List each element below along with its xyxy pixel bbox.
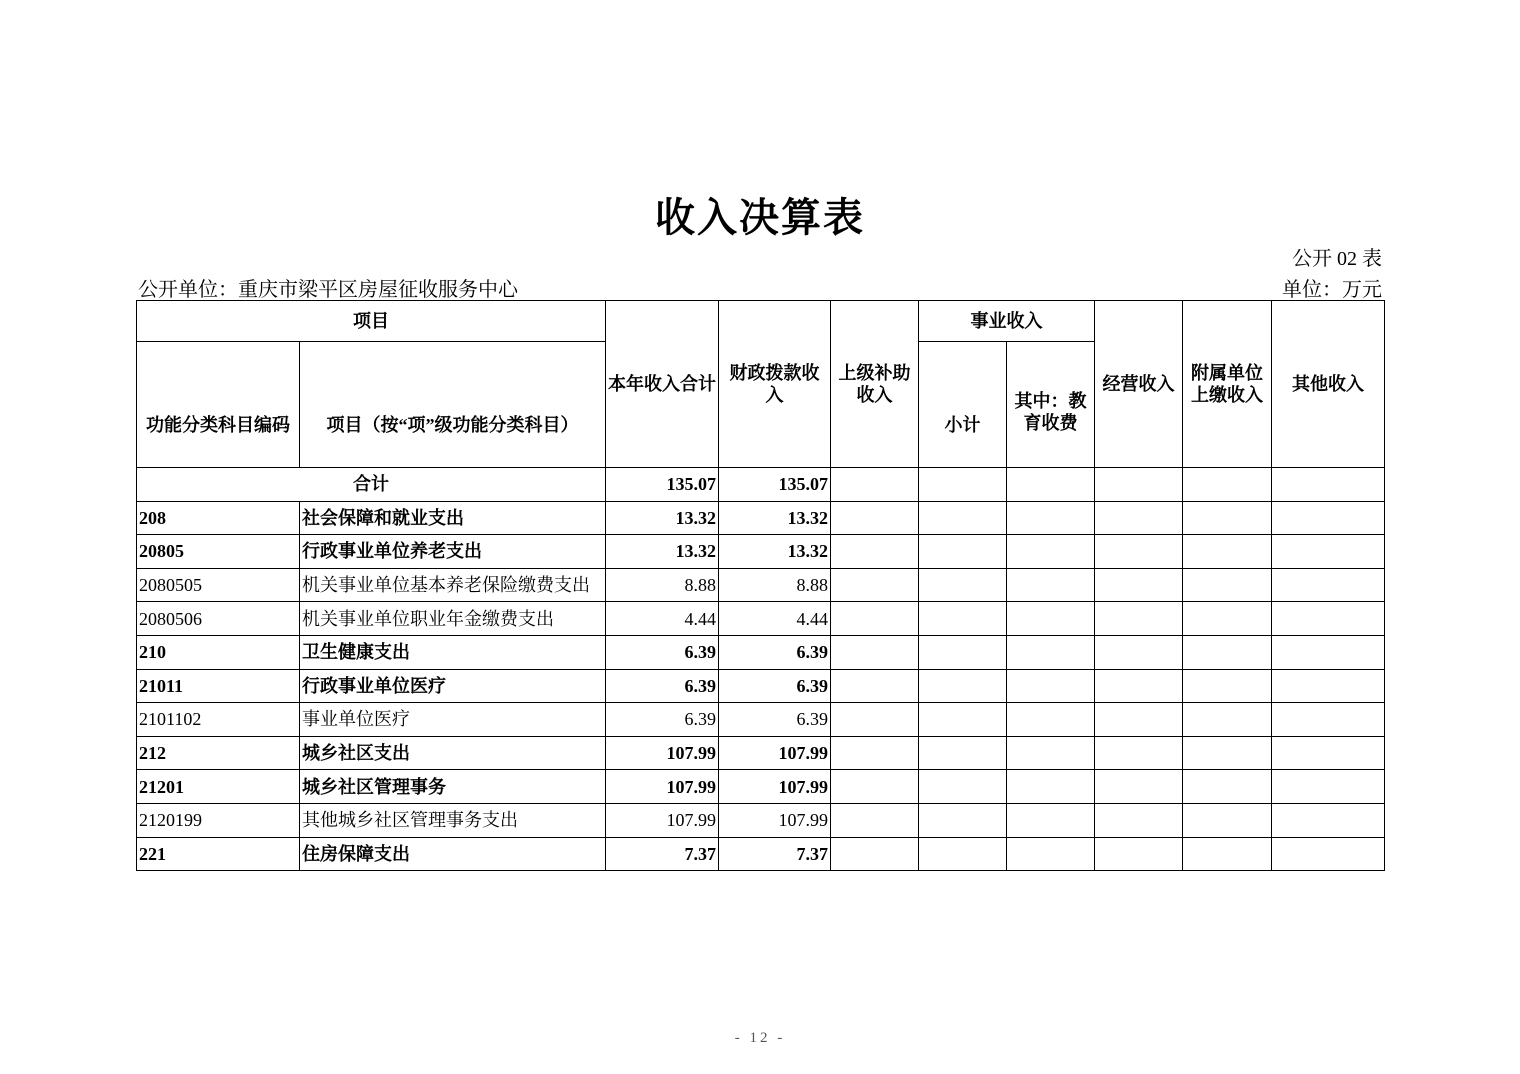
header-fiscal-allocation: 财政拨款收入 [719,301,831,468]
row-code: 2080506 [137,602,300,636]
row-career-edu-cell [1007,837,1095,871]
row-fiscal-allocation: 107.99 [719,770,831,804]
row-affiliated-cell [1183,837,1272,871]
row-career-subtotal-cell [919,669,1007,703]
row-total-income: 6.39 [606,703,719,737]
row-name: 社会保障和就业支出 [300,501,606,535]
row-total-income: 107.99 [606,770,719,804]
row-total-income: 8.88 [606,568,719,602]
row-career-subtotal-cell [919,602,1007,636]
table-row [137,602,1385,636]
income-table [136,300,1385,871]
row-career-edu-cell [1007,770,1095,804]
page-title: 收入决算表 [655,195,865,240]
row-business-cell [1095,568,1183,602]
row-superior-cell [831,669,919,703]
header-career-education: 其中：教育收费 [1007,342,1095,468]
row-code: 221 [137,837,300,871]
header-other-income: 其他收入 [1272,301,1385,468]
row-code: 21011 [137,669,300,703]
table-row [137,535,1385,569]
row-code: 2120199 [137,803,300,837]
row-fiscal-allocation: 6.39 [719,703,831,737]
row-business-cell [1095,736,1183,770]
row-superior-cell [831,736,919,770]
table-row [137,501,1385,535]
page-number: - 12 - [734,1030,786,1046]
row-career-edu-cell [1007,501,1095,535]
row-career-subtotal-cell [919,568,1007,602]
row-name: 住房保障支出 [300,837,606,871]
header-item-name: 项目（按“项”级功能分类科目） [300,342,606,468]
header-project: 项目 [137,301,606,342]
table-row [137,837,1385,871]
row-business-cell [1095,535,1183,569]
row-name: 卫生健康支出 [300,635,606,669]
row-superior-cell [831,602,919,636]
row-total-income: 7.37 [606,837,719,871]
row-code: 208 [137,501,300,535]
row-code: 21201 [137,770,300,804]
row-total-income: 6.39 [606,635,719,669]
row-career-edu-cell [1007,635,1095,669]
row-fiscal-allocation: 4.44 [719,602,831,636]
row-fiscal-allocation: 6.39 [719,635,831,669]
table-row [137,568,1385,602]
row-other-cell [1272,736,1385,770]
header-business-income: 经营收入 [1095,301,1183,468]
row-career-subtotal-cell [919,535,1007,569]
row-affiliated-cell [1183,501,1272,535]
row-career-edu-cell [1007,803,1095,837]
table-row [137,635,1385,669]
row-code: 2080505 [137,568,300,602]
row-business-cell [1095,602,1183,636]
row-name: 其他城乡社区管理事务支出 [300,803,606,837]
row-name: 机关事业单位基本养老保险缴费支出 [300,568,606,602]
row-other-cell [1272,837,1385,871]
row-superior-cell [831,770,919,804]
row-business-cell [1095,837,1183,871]
row-superior-cell [831,635,919,669]
row-fiscal-allocation: 107.99 [719,736,831,770]
row-fiscal-allocation: 13.32 [719,535,831,569]
header-total-income: 本年收入合计 [606,301,719,468]
row-name: 城乡社区支出 [300,736,606,770]
header-function-code: 功能分类科目编码 [137,342,300,468]
total-income-value: 135.07 [606,468,719,502]
row-superior-cell [831,703,919,737]
row-career-subtotal-cell [919,770,1007,804]
row-code: 212 [137,736,300,770]
total-career-subtotal-cell [919,468,1007,502]
row-affiliated-cell [1183,602,1272,636]
row-business-cell [1095,501,1183,535]
header-career-subtotal: 小计 [919,342,1007,468]
row-superior-cell [831,803,919,837]
row-career-subtotal-cell [919,703,1007,737]
row-other-cell [1272,703,1385,737]
total-career-edu-cell [1007,468,1095,502]
row-business-cell [1095,770,1183,804]
row-career-subtotal-cell [919,501,1007,535]
row-name: 城乡社区管理事务 [300,770,606,804]
row-affiliated-cell [1183,535,1272,569]
row-fiscal-allocation: 13.32 [719,501,831,535]
row-other-cell [1272,602,1385,636]
table-row [137,770,1385,804]
row-superior-cell [831,535,919,569]
row-total-income: 6.39 [606,669,719,703]
total-fiscal-value: 135.07 [719,468,831,502]
row-career-subtotal-cell [919,803,1007,837]
row-other-cell [1272,770,1385,804]
row-total-income: 107.99 [606,736,719,770]
row-name: 行政事业单位养老支出 [300,535,606,569]
row-career-subtotal-cell [919,837,1007,871]
reporting-unit: 公开单位：重庆市梁平区房屋征收服务中心 [138,279,518,301]
form-number: 公开 02 表 [1292,248,1382,270]
table-row [137,736,1385,770]
row-other-cell [1272,535,1385,569]
total-label: 合计 [137,468,606,502]
row-affiliated-cell [1183,669,1272,703]
row-superior-cell [831,501,919,535]
row-other-cell [1272,803,1385,837]
total-superior-cell [831,468,919,502]
row-total-income: 13.32 [606,535,719,569]
table-row [137,669,1385,703]
header-career-income: 事业收入 [919,301,1095,342]
row-superior-cell [831,568,919,602]
row-business-cell [1095,635,1183,669]
row-affiliated-cell [1183,803,1272,837]
row-name: 事业单位医疗 [300,703,606,737]
row-other-cell [1272,501,1385,535]
table-row [137,803,1385,837]
row-code: 20805 [137,535,300,569]
row-career-edu-cell [1007,602,1095,636]
row-total-income: 13.32 [606,501,719,535]
total-other-cell [1272,468,1385,502]
row-business-cell [1095,803,1183,837]
row-career-subtotal-cell [919,736,1007,770]
row-affiliated-cell [1183,635,1272,669]
row-career-edu-cell [1007,535,1095,569]
row-business-cell [1095,703,1183,737]
row-fiscal-allocation: 8.88 [719,568,831,602]
row-name: 机关事业单位职业年金缴费支出 [300,602,606,636]
row-affiliated-cell [1183,736,1272,770]
currency-unit: 单位：万元 [1282,279,1382,301]
row-fiscal-allocation: 107.99 [719,803,831,837]
row-career-edu-cell [1007,568,1095,602]
total-business-cell [1095,468,1183,502]
header-affiliated-income: 附属单位上缴收入 [1183,301,1272,468]
row-other-cell [1272,568,1385,602]
row-business-cell [1095,669,1183,703]
row-code: 210 [137,635,300,669]
row-total-income: 4.44 [606,602,719,636]
row-career-subtotal-cell [919,635,1007,669]
row-fiscal-allocation: 7.37 [719,837,831,871]
row-affiliated-cell [1183,703,1272,737]
row-affiliated-cell [1183,568,1272,602]
row-superior-cell [831,837,919,871]
total-affiliated-cell [1183,468,1272,502]
row-code: 2101102 [137,703,300,737]
header-superior-subsidy: 上级补助收入 [831,301,919,468]
row-other-cell [1272,669,1385,703]
row-other-cell [1272,635,1385,669]
row-affiliated-cell [1183,770,1272,804]
row-fiscal-allocation: 6.39 [719,669,831,703]
row-career-edu-cell [1007,669,1095,703]
row-total-income: 107.99 [606,803,719,837]
row-name: 行政事业单位医疗 [300,669,606,703]
table-total-row [137,468,1385,502]
table-row [137,703,1385,737]
row-career-edu-cell [1007,736,1095,770]
row-career-edu-cell [1007,703,1095,737]
